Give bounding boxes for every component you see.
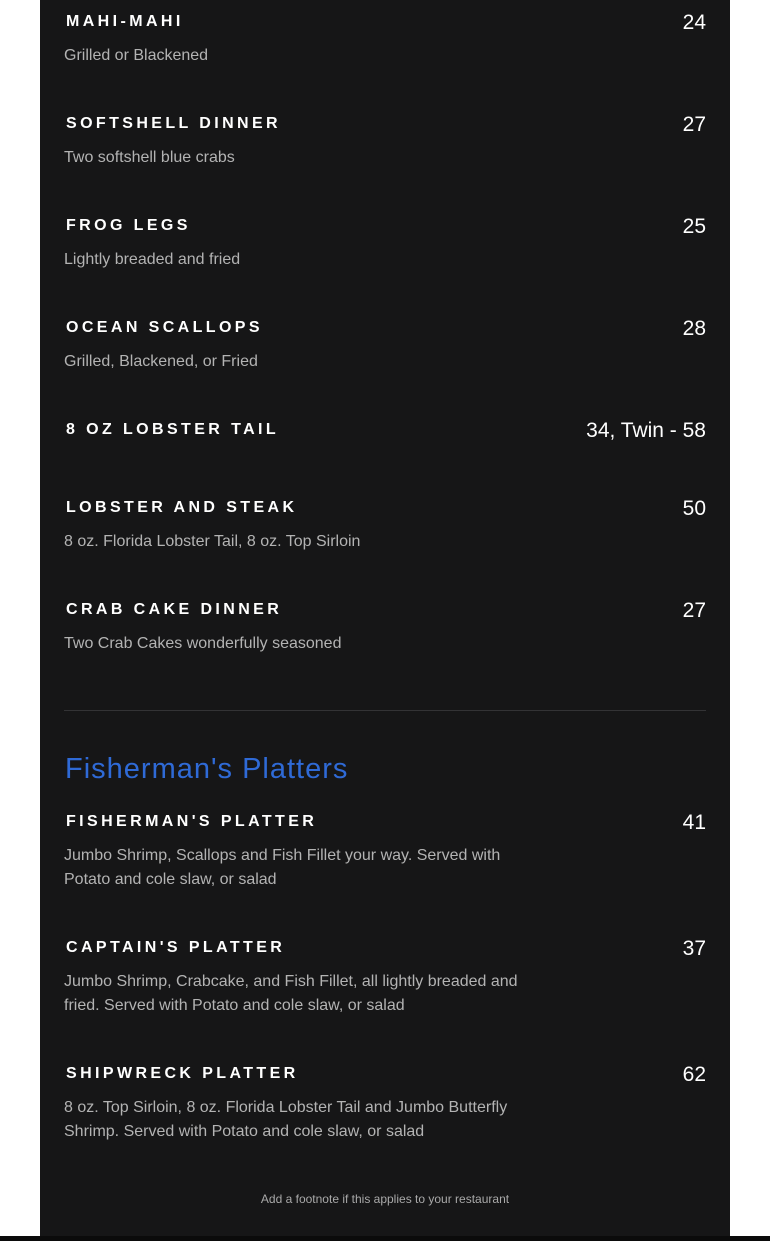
bottom-bar — [0, 1236, 770, 1241]
item-price: 62 — [682, 1063, 706, 1086]
footnote: Add a footnote if this applies to your restaurant — [260, 1192, 510, 1206]
item-price: 41 — [682, 811, 706, 834]
section-divider — [64, 710, 706, 711]
item-price: 28 — [682, 317, 706, 340]
item-description: 8 oz. Top Sirloin, 8 oz. Florida Lobster Tail and Jumbo Butterfly Shrimp. Served with Potato and cole slaw, or salad — [64, 1099, 508, 1140]
item-name: SHIPWRECK PLATTER — [66, 1065, 299, 1082]
item-price: 25 — [682, 215, 706, 238]
section-title: Fisherman's Platters — [65, 753, 349, 785]
item-name: CAPTAIN'S PLATTER — [66, 939, 286, 956]
item-description: 8 oz. Florida Lobster Tail, 8 oz. Top Sirloin — [64, 533, 361, 550]
item-name: SOFTSHELL DINNER — [66, 115, 282, 132]
item-price: 24 — [682, 11, 706, 34]
item-name: 8 OZ LOBSTER TAIL — [66, 421, 280, 438]
item-description: Grilled or Blackened — [64, 47, 209, 64]
item-price: 37 — [682, 937, 706, 960]
item-description: Two Crab Cakes wonderfully seasoned — [64, 635, 342, 652]
item-price: 50 — [682, 497, 706, 520]
item-description: Jumbo Shrimp, Scallops and Fish Fillet your way. Served with Potato and cole slaw, or salad — [64, 847, 501, 888]
item-description: Jumbo Shrimp, Crabcake, and Fish Fillet, all lightly breaded and fried. Served with Potato and cole slaw, or salad — [64, 973, 518, 1014]
item-name: LOBSTER AND STEAK — [66, 499, 298, 516]
item-name: FISHERMAN'S PLATTER — [66, 813, 318, 830]
item-description: Lightly breaded and fried — [64, 251, 241, 268]
item-description: Two softshell blue crabs — [64, 149, 235, 166]
item-price: 34, Twin - 58 — [586, 419, 706, 442]
item-name: OCEAN SCALLOPS — [66, 319, 263, 336]
item-description: Grilled, Blackened, or Fried — [64, 353, 258, 370]
item-price: 27 — [682, 113, 706, 136]
item-name: CRAB CAKE DINNER — [66, 601, 283, 618]
item-name: MAHI-MAHI — [66, 13, 184, 30]
item-name: FROG LEGS — [66, 217, 191, 234]
item-price: 27 — [682, 599, 706, 622]
